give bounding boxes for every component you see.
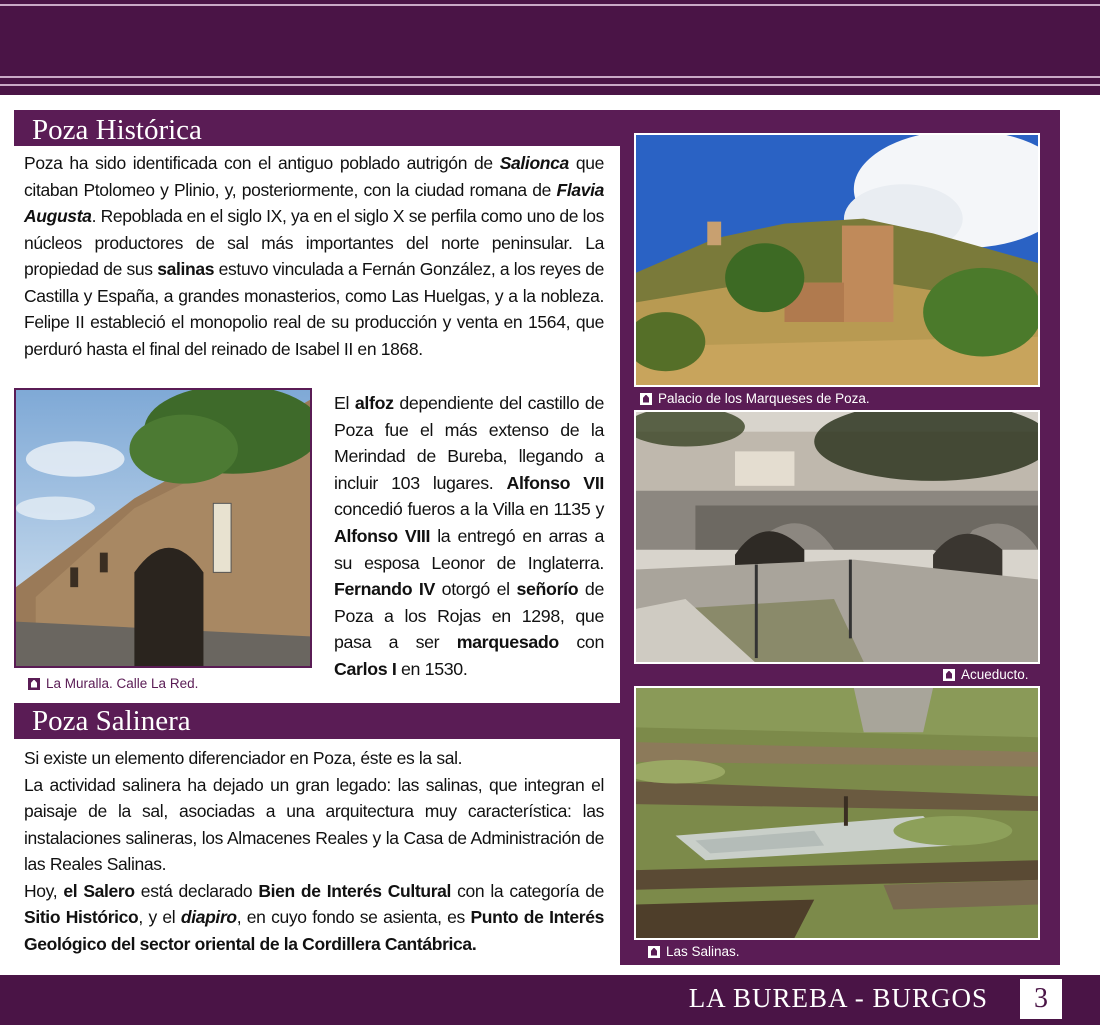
emphasis-text: diapiro (180, 907, 237, 927)
section-title-salinera: Poza Salinera (14, 703, 191, 739)
footer-band (0, 975, 1100, 1025)
salinera-text-block (14, 739, 620, 969)
emphasis-text: Bien de Interés Cultural (258, 880, 452, 901)
emphasis-text: el Salero (63, 880, 135, 901)
paragraph-text: de Poza a los Rojas en 1298, que pasa a ser (334, 579, 604, 653)
emphasis-text: Salionca (499, 153, 569, 173)
header-rule (0, 76, 1100, 78)
castle-icon (28, 678, 40, 690)
emphasis-text: Sitio Histórico (24, 907, 139, 927)
caption-palacio (640, 391, 870, 406)
caption-acueducto (943, 667, 1029, 682)
header-rule (0, 4, 1100, 6)
caption-salinas-text: Las Salinas. (666, 944, 740, 959)
section-title-historica: Poza Histórica (14, 112, 202, 148)
header-rule (0, 84, 1100, 86)
paragraph-text: dependiente del castillo de Poza fue el más extenso de la Merindad de Bureba, llegando a incluir 103 lugares. (334, 393, 605, 493)
caption-salinas (648, 944, 740, 959)
caption-acueducto-text: Acueducto. (961, 667, 1029, 682)
paragraph-text: El (334, 393, 355, 413)
paragraph-alfoz (334, 390, 604, 683)
alfoz-text-block (318, 390, 618, 700)
paragraph-text: está declarado (134, 880, 259, 901)
muralla-photo (14, 388, 312, 668)
emphasis-text: señorío (516, 579, 579, 600)
caption-palacio-text: Palacio de los Marqueses de Poza. (658, 391, 870, 406)
emphasis-text: Punto de Interés Geológico del sector oriental de la Cordillera Cantábrica. (24, 907, 605, 954)
paragraph-text: la entregó en arras a su esposa Leonor de Inglaterra. (334, 525, 604, 573)
header-band (0, 0, 1100, 95)
paragraph-text: La actividad salinera ha dejado un gran legado: las salinas, que integran el paisaje de la sal, asociadas a una arquitectura muy característica: las instalaciones salineras, los Almacenes Reales y la Casa de Administración de las Reales Salinas. (24, 774, 604, 874)
emphasis-text: Fernando IV (334, 579, 435, 600)
castle-icon (648, 946, 660, 958)
salinas-photo (634, 686, 1040, 940)
paragraph-text: otorgó el (434, 579, 517, 600)
castle-icon (943, 669, 955, 681)
paragraph-history (24, 150, 604, 362)
emphasis-text: salinas (157, 259, 215, 279)
footer-title: LA BUREBA - BURGOS (688, 983, 988, 1013)
castle-icon (640, 393, 652, 405)
emphasis-text: marquesado (456, 632, 559, 653)
paragraph-text: con la categoría de (451, 880, 605, 901)
caption-muralla (28, 676, 198, 691)
paragraph-text: Poza ha sido identificada con el antiguo poblado autrigón de (24, 153, 500, 173)
paragraph-text: en 1530. (396, 658, 468, 679)
acueducto-photo (634, 410, 1040, 664)
intro-text-block (14, 146, 620, 382)
paragraph-text: concedió fueros a la Villa en 1135 y (334, 499, 604, 520)
emphasis-text: Alfonso VIII (334, 525, 431, 546)
emphasis-text: Flavia Augusta (24, 179, 604, 226)
paragraph-text: , y el (138, 907, 181, 927)
paragraph-legado (24, 772, 604, 878)
paragraph-text: estuvo vinculada a Fernán González, a los reyes de Castilla y España, a grandes monasterios, como Las Huelgas, y a la nobleza. Felipe II estableció el monopolio real de su producción y venta en 1564, que perduró hasta el final del reinado de Isabel II en 1868. (24, 259, 604, 359)
paragraph-text: con (558, 632, 604, 653)
emphasis-text: Alfonso VII (506, 472, 604, 493)
paragraph-text: que citaban Ptolomeo y Plinio, y, posteriormente, con la ciudad romana de (24, 153, 604, 200)
emphasis-text: Carlos I (334, 658, 397, 679)
page-number: 3 (1020, 979, 1062, 1019)
paragraph-sal (24, 745, 604, 772)
caption-muralla-text: La Muralla. Calle La Red. (46, 676, 199, 691)
paragraph-text: , en cuyo fondo se asienta, es (236, 907, 471, 927)
paragraph-text: Hoy, (24, 880, 64, 901)
paragraph-text: Si existe un elemento diferenciador en Poza, éste es la sal. (24, 748, 463, 768)
paragraph-text: . Repoblada en el siglo IX, ya en el siglo X se perfila como uno de los núcleos productores de sal más importantes del norte peninsular. La propiedad de sus (24, 206, 604, 279)
paragraph-bic (24, 878, 604, 958)
emphasis-text: alfoz (354, 393, 394, 413)
palacio-photo (634, 133, 1040, 387)
